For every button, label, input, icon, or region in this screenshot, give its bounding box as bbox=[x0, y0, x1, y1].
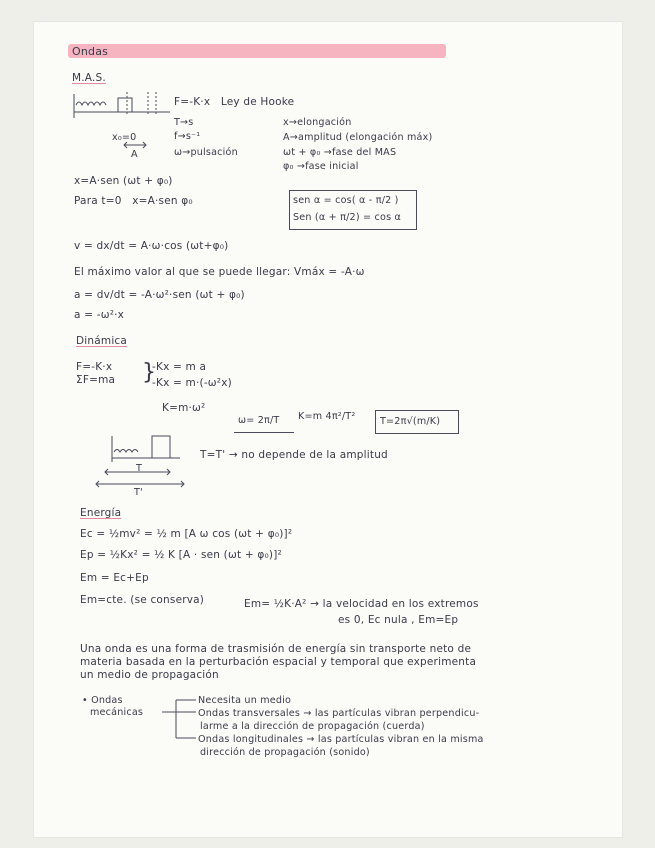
k-period-equation: K=m 4π²/T² bbox=[298, 411, 356, 422]
hooke-law: F=-K·x Ley de Hooke bbox=[174, 96, 295, 108]
period-independence: T=T' → no depende de la amplitud bbox=[200, 449, 388, 461]
energy-extremes: es 0, Ec nula , Em=Ep bbox=[338, 614, 459, 626]
dyn-result-2: -Kx = m·(-ω²x) bbox=[152, 377, 232, 389]
unit-frequency: f→s⁻¹ bbox=[174, 131, 201, 142]
def-elongation: x→elongación bbox=[283, 117, 352, 128]
unit-period: T→s bbox=[174, 117, 194, 128]
x0-label: x₀=0 bbox=[112, 132, 137, 143]
def-phase: ωt + φ₀ →fase del MAS bbox=[283, 147, 397, 158]
dinamica-heading: Dinámica bbox=[76, 335, 128, 347]
period-label-T: T bbox=[136, 463, 143, 474]
eq-energy-amplitude: Em= ½K·A² → la velocidad en los extremos bbox=[244, 598, 479, 610]
eq-kinetic-energy: Ec = ½mv² = ½ m [A ω cos (ωt + φ₀)]² bbox=[80, 528, 293, 540]
eq-t0: Para t=0 x=A·sen φ₀ bbox=[74, 195, 193, 207]
eq-potential-energy: Ep = ½Kx² = ½ K [A · sen (ωt + φ₀)]² bbox=[80, 549, 282, 561]
wave-definition-3: un medio de propagación bbox=[80, 669, 219, 681]
unit-pulsation: ω→pulsación bbox=[174, 147, 238, 158]
def-initial-phase: φ₀ →fase inicial bbox=[283, 161, 359, 172]
amplitude-label: A bbox=[131, 149, 138, 160]
eq-position: x=A·sen (ωt + φ₀) bbox=[74, 175, 173, 187]
branch-needs-medium: Necesita un medio bbox=[198, 695, 292, 706]
max-velocity: El máximo valor al que se puede llegar: Vmáx = -A·ω bbox=[74, 266, 365, 278]
period-label-Tprime: T' bbox=[134, 487, 143, 498]
def-amplitude: A→amplitud (elongación máx) bbox=[283, 132, 433, 143]
eq-acceleration: a = dv/dt = -A·ω²·sen (ωt + φ₀) bbox=[74, 289, 245, 301]
energia-heading: Energía bbox=[80, 507, 122, 519]
identity-sin-cos: sen α = cos( α - π/2 ) bbox=[293, 195, 399, 206]
omega-equation: ω= 2π/T bbox=[238, 415, 280, 426]
energy-conserved: Em=cte. (se conserva) bbox=[80, 594, 205, 606]
bullet-ondas: • Ondas bbox=[82, 695, 123, 706]
dyn-hooke: F=-K·x bbox=[76, 361, 113, 373]
identity-sin-shift: Sen (α + π/2) = cos α bbox=[293, 212, 402, 223]
wave-definition-1: Una onda es una forma de trasmisión de energía sin transporte neto de bbox=[80, 643, 472, 655]
wave-definition-2: materia basada en la perturbación espacial y temporal que experimenta bbox=[80, 656, 477, 668]
bullet-mecanicas: mecánicas bbox=[90, 707, 144, 718]
mas-heading: M.A.S. bbox=[72, 72, 106, 84]
page-title: Ondas bbox=[72, 45, 109, 58]
branch-transversal-2: larme a la dirección de propagación (cuerda) bbox=[200, 721, 425, 732]
eq-velocity: v = dx/dt = A·ω·cos (ωt+φ₀) bbox=[74, 240, 229, 252]
eq-mechanical-energy: Em = Ec+Ep bbox=[80, 572, 149, 584]
period-formula: T=2π√(m/K) bbox=[380, 416, 441, 427]
dyn-result-1: -Kx = m a bbox=[152, 361, 207, 373]
branch-transversal: Ondas transversales → las partículas vibran perpendicu- bbox=[198, 708, 480, 719]
k-equation: K=m·ω² bbox=[162, 402, 206, 414]
dyn-newton: ΣF=ma bbox=[76, 374, 116, 386]
branch-longitudinal: Ondas longitudinales → las partículas vibran en la misma bbox=[198, 734, 484, 745]
dyn-brace: } bbox=[142, 360, 157, 385]
eq-acceleration-x: a = -ω²·x bbox=[74, 309, 125, 321]
branch-longitudinal-2: dirección de propagación (sonido) bbox=[200, 747, 370, 758]
